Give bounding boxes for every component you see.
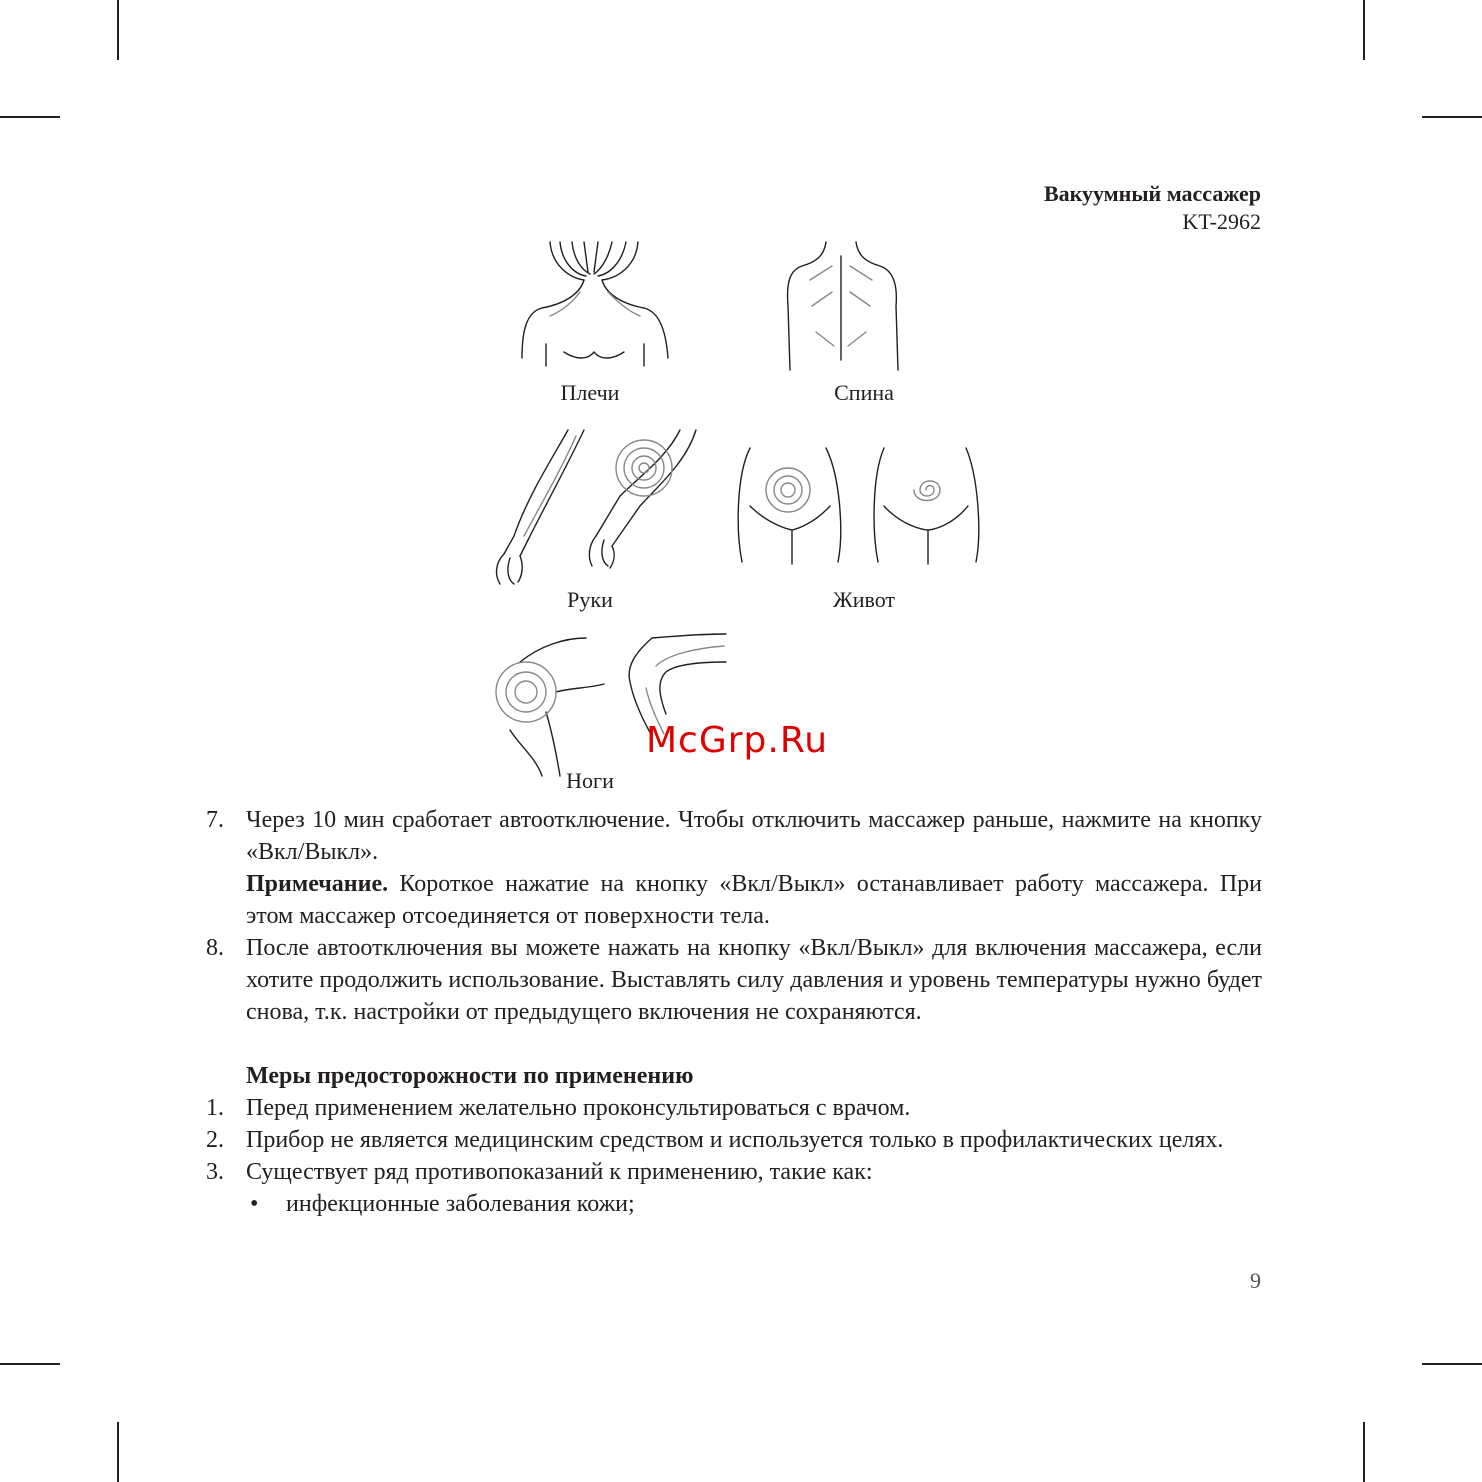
precaution-number: 1. <box>206 1095 224 1121</box>
running-header <box>1044 180 1261 236</box>
step-item <box>206 804 1262 868</box>
body-text <box>206 804 1262 1220</box>
step-number: 8. <box>206 935 224 961</box>
precaution-text: Существует ряд противопоказаний к применению, такие как: <box>246 1159 873 1185</box>
note <box>206 868 1262 932</box>
caption-shoulders: Плечи <box>560 380 620 405</box>
bullet-text: инфекционные заболевания кожи; <box>286 1191 635 1217</box>
caption-arms: Руки <box>567 587 613 612</box>
bullet-item <box>206 1188 1262 1220</box>
section-heading: Меры предосторожности по применению <box>246 1063 694 1089</box>
crop-mark <box>117 1422 119 1482</box>
precaution-item <box>206 1092 1262 1124</box>
caption-legs: Ноги <box>566 768 614 793</box>
shoulders-illustration <box>522 242 668 366</box>
caption-belly: Живот <box>832 587 896 612</box>
massage-zones-figure <box>480 236 1020 796</box>
belly-illustration <box>738 448 979 564</box>
crop-mark <box>1363 0 1365 60</box>
bullet-mark: • <box>250 1191 259 1217</box>
precaution-number: 2. <box>206 1127 224 1153</box>
watermark: McGrp.Ru <box>646 720 829 761</box>
note-label: Примечание. <box>246 871 389 897</box>
back-illustration <box>788 242 898 370</box>
crop-mark <box>1363 1422 1365 1482</box>
precaution-number: 3. <box>206 1159 224 1185</box>
crop-mark <box>117 0 119 60</box>
crop-mark <box>1422 1363 1482 1365</box>
crop-mark <box>0 116 60 118</box>
step-item <box>206 932 1262 1028</box>
page-number: 9 <box>1250 1268 1261 1293</box>
step-text: Через 10 мин сработает автоотключение. Чтобы отключить массажер раньше, нажмите на кнопку «Вкл/Выкл». <box>246 807 1262 865</box>
caption-back: Спина <box>834 380 894 405</box>
precaution-text: Перед применением желательно проконсультироваться с врачом. <box>246 1095 911 1121</box>
crop-mark <box>0 1363 60 1365</box>
precaution-item <box>206 1156 1262 1188</box>
step-number: 7. <box>206 807 224 833</box>
product-title: Вакуумный массажер <box>1043 181 1261 206</box>
precaution-item <box>206 1124 1262 1156</box>
precaution-text: Прибор не является медицинским средством и используется только в профилактических целях. <box>246 1127 1224 1153</box>
crop-mark <box>1422 116 1482 118</box>
model-number: KT-2962 <box>1182 209 1261 234</box>
arms-illustration <box>497 430 696 584</box>
note-text: Короткое нажатие на кнопку «Вкл/Выкл» останавливает работу массажера. При этом массажер отсоединяется от поверхности тела. <box>246 871 1262 929</box>
step-text: После автоотключения вы можете нажать на кнопку «Вкл/Выкл» для включения массажера, если хотите продолжить использование. Выставлять силу давления и уровень температуры нужно будет снова, т.к. настройки от предыдущего включения не сохраняются. <box>246 935 1262 1025</box>
